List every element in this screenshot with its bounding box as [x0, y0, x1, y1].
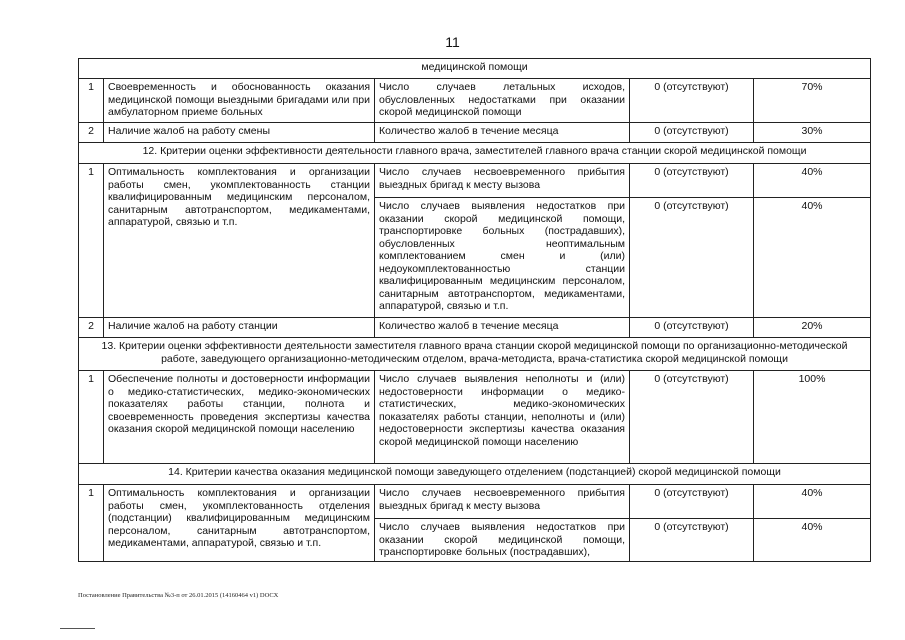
table-row [79, 338, 871, 371]
row-number: 1 [79, 485, 104, 562]
indicator-cell: Число случаев выявления недостатков при оказании скорой медицинской помощи, транспортировке больных (пострадавших), обусловленных неоптимальным комплектованием смен и (или) недоукомплектованностью станции квалифицированным медицинским персоналом, санитарным автотранспортом, медикаментами, аппаратурой, связью и т.п. [375, 198, 630, 318]
section-heading-13: 13. Критерии оценки эффективности деятельности заместителя главного врача станции скорой медицинской помощи по организационно-методической работе, заведующего организационно-методическим отделом, врача-методиста, врача-статистика скорой медицинской помощи [79, 338, 871, 371]
row-number: 2 [79, 123, 104, 143]
criterion-cell: Оптимальность комплектования и организации работы смен, укомплектованность станции квалифицированным медицинским персоналом, санитарным автотранспортом, медикаментами, аппаратурой, связью и т.п. [104, 164, 375, 318]
norm-cell: 0 (отсутствуют) [630, 318, 754, 338]
weight-cell: 40% [754, 164, 871, 198]
criterion-cell: Наличие жалоб на работу смены [104, 123, 375, 143]
section-continuation: медицинской помощи [79, 59, 871, 79]
norm-cell: 0 (отсутствуют) [630, 371, 754, 464]
indicator-cell: Число случаев выявления недостатков при оказании скорой медицинской помощи, транспортировке больных (пострадавших), [375, 519, 630, 562]
indicator-cell: Число случаев несвоевременного прибытия выездных бригад к месту вызова [375, 485, 630, 519]
indicator-cell: Число случаев выявления неполноты и (или) недостоверности информации о медико-статистических, медико-экономических показателях работы станции, неполноты и (или) недостоверности экспертизы качества оказания скорой медицинской помощи населению [375, 371, 630, 464]
weight-cell: 70% [754, 79, 871, 123]
weight-cell: 30% [754, 123, 871, 143]
criterion-cell: Оптимальность комплектования и организации работы смен, укомплектованность отделения (подстанции) квалифицированным медицинским персоналом, санитарным автотранспортом, медикаментами, аппаратурой, связью и т.п. [104, 485, 375, 562]
section-heading-14: 14. Критерии качества оказания медицинской помощи заведующего отделением (подстанцией) скорой медицинской помощи [79, 464, 871, 485]
weight-cell: 40% [754, 519, 871, 562]
table-row [79, 164, 871, 198]
weight-cell: 20% [754, 318, 871, 338]
page-edge-line [60, 628, 95, 629]
section-heading-12: 12. Критерии оценки эффективности деятельности главного врача, заместителей главного врача станции скорой медицинской помощи [79, 143, 871, 164]
indicator-cell: Число случаев летальных исходов, обусловленных недостатками при оказании скорой медицинской помощи [375, 79, 630, 123]
weight-cell: 40% [754, 198, 871, 318]
table-row [79, 143, 871, 164]
indicator-cell: Число случаев несвоевременного прибытия выездных бригад к месту вызова [375, 164, 630, 198]
weight-cell: 100% [754, 371, 871, 464]
weight-cell: 40% [754, 485, 871, 519]
table-row [79, 318, 871, 338]
document-footer: Постановление Правительства №3-п от 26.01.2015 (14160464 v1) DOCX [78, 592, 279, 599]
table-row [79, 59, 871, 79]
norm-cell: 0 (отсутствуют) [630, 79, 754, 123]
row-number: 1 [79, 79, 104, 123]
row-number: 2 [79, 318, 104, 338]
table-row [79, 464, 871, 485]
indicator-cell: Количество жалоб в течение месяца [375, 123, 630, 143]
criteria-table [78, 58, 871, 562]
criterion-cell: Обеспечение полноты и достоверности информации о медико-статистических, медико-экономических показателях работы станции, полнота и своевременность проведения экспертизы качества оказания скорой медицинской помощи населению [104, 371, 375, 464]
table-row [79, 79, 871, 123]
page-number: 11 [445, 34, 460, 50]
norm-cell: 0 (отсутствуют) [630, 485, 754, 519]
table-row [79, 485, 871, 519]
table-row [79, 123, 871, 143]
norm-cell: 0 (отсутствуют) [630, 198, 754, 318]
norm-cell: 0 (отсутствуют) [630, 164, 754, 198]
criterion-cell: Наличие жалоб на работу станции [104, 318, 375, 338]
norm-cell: 0 (отсутствуют) [630, 123, 754, 143]
row-number: 1 [79, 164, 104, 318]
row-number: 1 [79, 371, 104, 464]
indicator-cell: Количество жалоб в течение месяца [375, 318, 630, 338]
norm-cell: 0 (отсутствуют) [630, 519, 754, 562]
criterion-cell: Своевременность и обоснованность оказания медицинской помощи выездными бригадами или при амбулаторном приеме больных [104, 79, 375, 123]
table-row [79, 371, 871, 464]
